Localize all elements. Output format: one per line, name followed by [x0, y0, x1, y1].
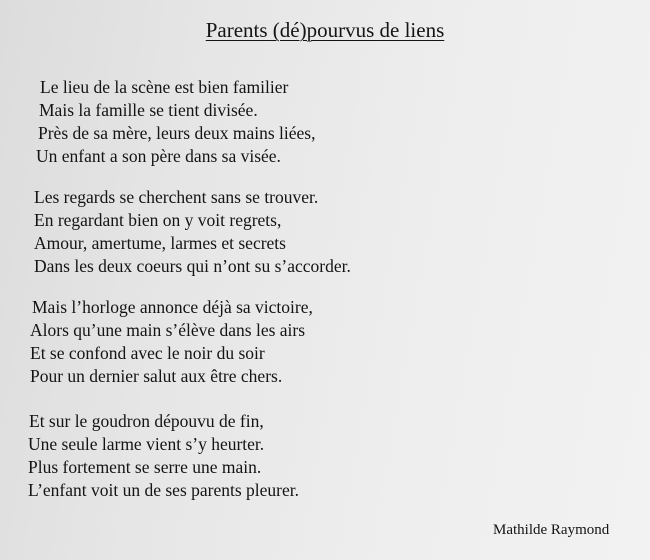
poem-title: Parents (dé)pourvus de liens: [205, 18, 445, 42]
poem-line: Les regards se cherchent sans se trouver.: [34, 187, 319, 207]
poem-line: Plus fortement se serre une main.: [28, 457, 262, 477]
poem-line: Dans les deux coeurs qui n’ont su s’accorder.: [34, 256, 351, 276]
poem-line: En regardant bien on y voit regrets,: [34, 210, 282, 230]
poem-line: Alors qu’une main s’élève dans les airs: [30, 320, 306, 340]
poem-line: Amour, amertume, larmes et secrets: [34, 233, 286, 253]
poem-line: Et sur le goudron dépouvu de fin,: [29, 411, 264, 431]
stanza-2: [34, 186, 351, 278]
stanza-3: [30, 296, 313, 388]
poem-line: L’enfant voit un de ses parents pleurer.: [28, 480, 300, 500]
poem-line: Un enfant a son père dans sa visée.: [36, 146, 281, 166]
poem-line: Le lieu de la scène est bien familier: [40, 77, 289, 97]
stanza-4: [28, 410, 299, 502]
poem-line: Pour un dernier salut aux être chers.: [30, 366, 283, 386]
poem-line: Mais la famille se tient divisée.: [39, 100, 258, 120]
stanza-1: [36, 76, 316, 168]
poem-line: Mais l’horloge annonce déjà sa victoire,: [32, 297, 313, 317]
poem-line: Et se confond avec le noir du soir: [30, 343, 265, 363]
poem-line: Une seule larme vient s’y heurter.: [28, 434, 265, 454]
poem-line: Près de sa mère, leurs deux mains liées,: [38, 123, 316, 143]
author-signature: Mathilde Raymond: [493, 522, 610, 538]
